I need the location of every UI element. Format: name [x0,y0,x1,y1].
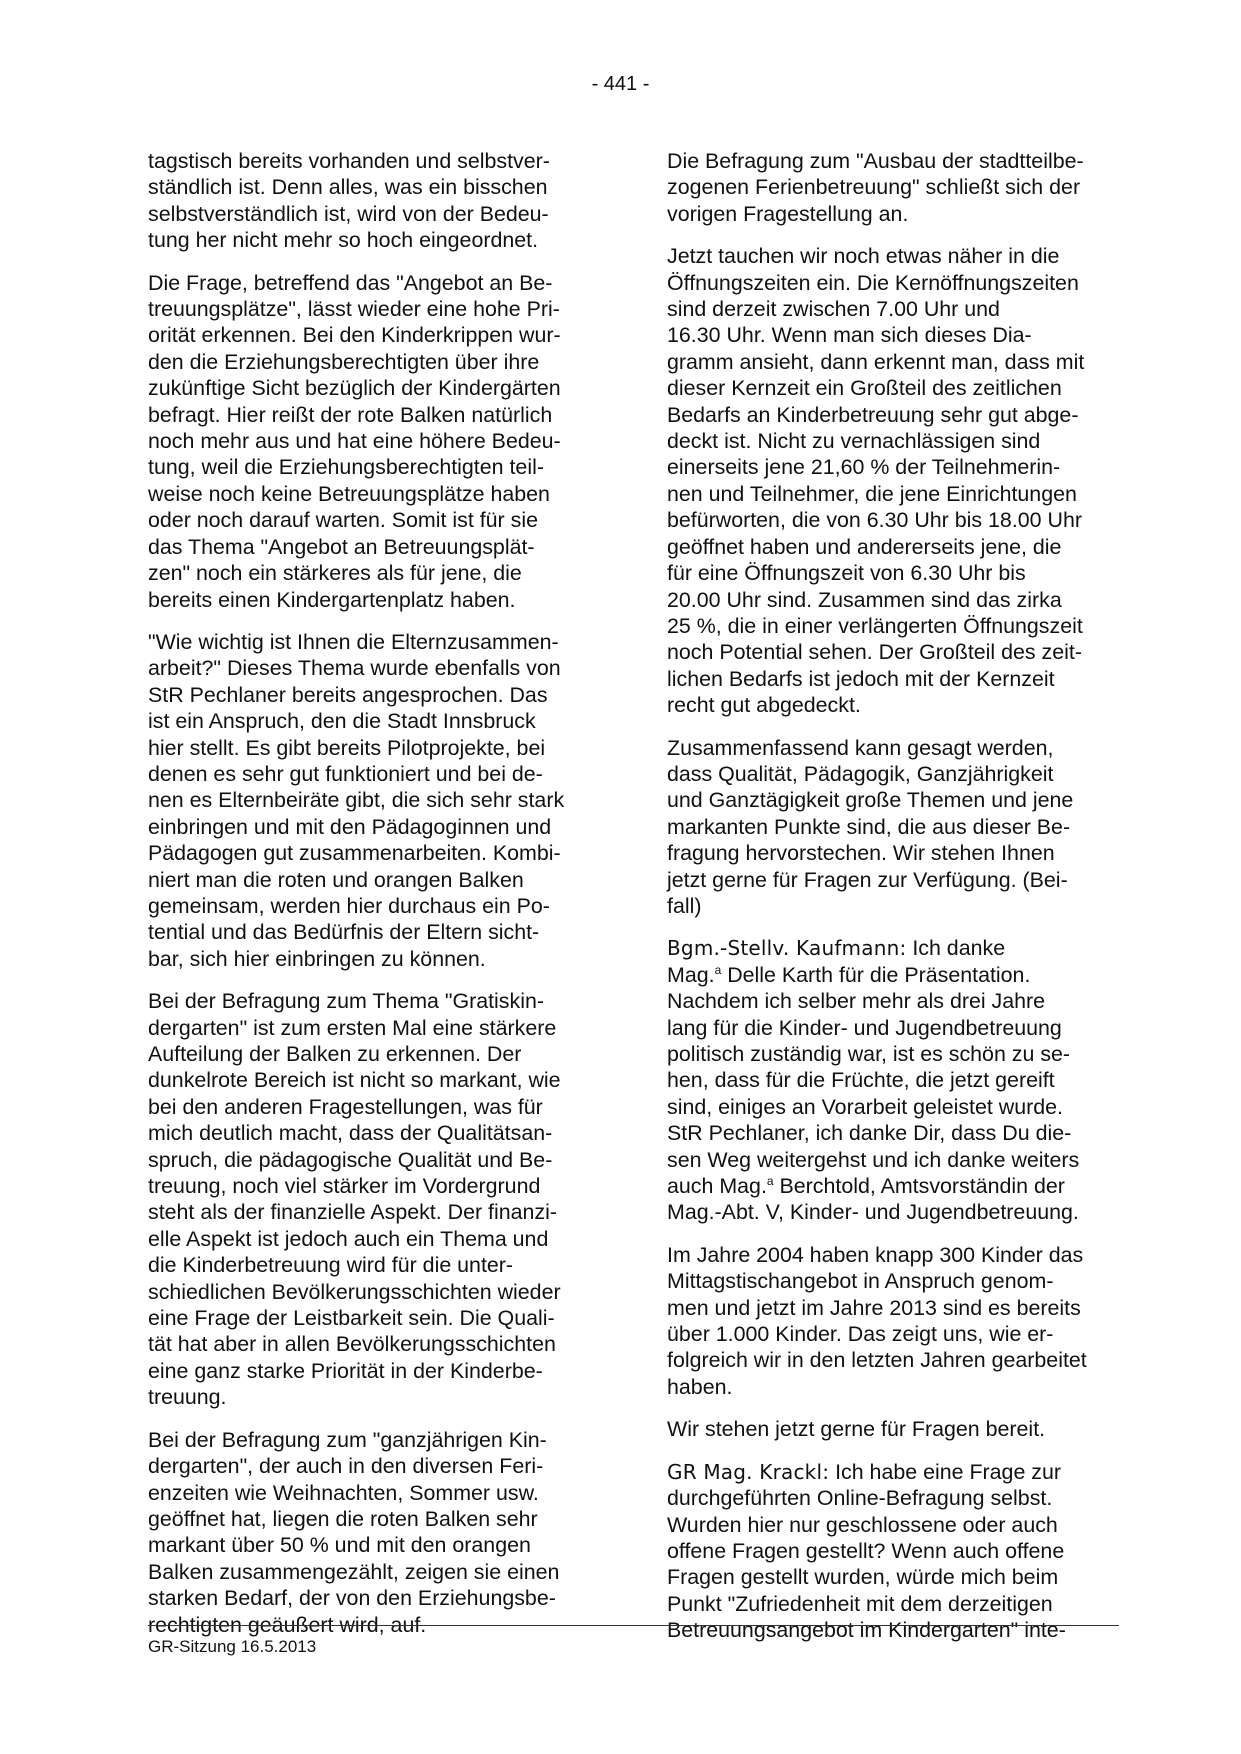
text-line: für eine Öffnungszeit von 6.30 Uhr bis [667,561,1026,586]
text-line: befürworten, die von 6.30 Uhr bis 18.00 Uhr [667,508,1082,533]
text-line: lang für die Kinder- und Jugendbetreuung [667,1015,1062,1040]
text-line: die Kinderbetreuung wird für die unter- [148,1253,514,1278]
text-span: Ich habe eine Frage zur [829,1459,1062,1484]
text-line: 25 %, die in einer verlängerten Öffnungszeit [667,613,1083,638]
text-line: arbeit?" Dieses Thema wurde ebenfalls von [148,656,561,681]
speaker-name: Bgm.-Stellv. Kaufmann: [667,936,907,961]
right-column [667,148,1129,1660]
paragraph [148,1427,610,1638]
text-line: tential und das Bedürfnis der Eltern sicht- [148,920,540,945]
text-line: "Wie wichtig ist Ihnen die Elternzusammen- [148,629,559,654]
paragraph [148,988,610,1411]
text-line: dergarten", der auch in den diversen Feri- [148,1454,544,1479]
text-line: niert man die roten und orangen Balken [148,867,524,892]
paragraph [667,243,1129,718]
text-line: treuung. [148,1385,227,1410]
footer-divider [148,1625,1119,1626]
text-line: fall) [667,893,702,918]
text-line: geöffnet hat, liegen die roten Balken sehr [148,1506,538,1531]
text-span: auch Mag. [667,1174,767,1199]
text-span: Mag. [667,962,715,987]
text-line: befragt. Hier reißt der rote Balken natürlich [148,402,553,427]
text-line: hier stellt. Es gibt bereits Pilotprojekte, bei [148,735,546,760]
text-line: politisch zuständig war, ist es schön zu se- [667,1042,1071,1066]
paragraph [667,1242,1129,1400]
text-line: sen Weg weitergehst und ich danke weiters [667,1147,1080,1172]
text-line: das Thema "Angebot an Betreuungsplät- [148,534,535,559]
text-line: über 1.000 Kinder. Das zeigt uns, wie er- [667,1322,1054,1347]
text-line [667,1459,1129,1485]
text-line: ist ein Anspruch, den die Stadt Innsbruck [148,709,536,734]
text-line: ständlich ist. Denn alles, was ein bisschen [148,175,548,200]
text-line: Aufteilung der Balken zu erkennen. Der [148,1042,522,1066]
text-line: gemeinsam, werden hier durchaus ein Po- [148,893,550,918]
text-line: zukünftige Sicht bezüglich der Kindergärten [148,376,561,401]
superscript: a [766,1174,774,1189]
text-line: treuung, noch viel stärker im Vordergrund [148,1174,541,1199]
paragraph [667,148,1129,227]
text-line: nen und Teilnehmer, die jene Einrichtungen [667,481,1077,506]
text-line [667,1173,1129,1199]
text-line: Zusammenfassend kann gesagt werden, [667,735,1054,760]
text-line: hen, dass für die Früchte, die jetzt gereift [667,1068,1055,1093]
text-span: Ich danke [906,936,1006,961]
text-line: 16.30 Uhr. Wenn man sich dieses Dia- [667,323,1032,348]
text-line: einerseits jene 21,60 % der Teilnehmerin- [667,455,1061,480]
text-line: weise noch keine Betreuungsplätze haben [148,481,550,506]
page-number: - 441 - [591,73,650,95]
text-line: nen es Elternbeiräte gibt, die sich sehr stark [148,788,565,813]
text-line: zen" noch ein stärkeres als für jene, die [148,561,522,586]
text-line: dieser Kernzeit ein Großteil des zeitlichen [667,376,1062,401]
text-line: markanten Punkte sind, die aus dieser Be- [667,814,1071,839]
text-line: StR Pechlaner bereits angesprochen. Das [148,682,548,707]
text-line: Fragen gestellt wurden, würde mich beim [667,1565,1059,1590]
speaker-name: GR Mag. Krackl: [667,1459,830,1484]
text-line: Betreuungsangebot im Kindergarten" inte- [667,1618,1066,1643]
text-line: rechtigten geäußert wird, auf. [148,1612,427,1637]
text-line: folgreich wir in den letzten Jahren gearbeitet [667,1348,1087,1373]
text-line: Mag.-Abt. V, Kinder- und Jugendbetreuung. [667,1200,1079,1225]
text-line: tät hat aber in allen Bevölkerungsschichten [148,1332,556,1357]
text-line: enzeiten wie Weihnachten, Sommer usw. [148,1480,539,1505]
text-line: lichen Bedarfs ist jedoch mit der Kernzeit [667,666,1055,691]
text-line: StR Pechlaner, ich danke Dir, dass Du die- [667,1121,1072,1146]
text-line: dunkelrote Bereich ist nicht so markant, wie [148,1068,561,1093]
text-lines [667,1485,1129,1643]
paragraph [148,270,610,613]
paragraph [148,148,610,254]
text-line: Bei der Befragung zum "ganzjährigen Kin- [148,1427,547,1452]
text-line: oder noch darauf warten. Somit ist für sie [148,508,538,533]
text-line: tung her nicht mehr so hoch eingeordnet. [148,228,539,253]
text-line: Die Befragung zum "Ausbau der stadtteilbe- [667,149,1084,173]
text-line [667,935,1129,961]
paragraph-krackl [667,1459,1129,1644]
text-line: steht als der finanzielle Aspekt. Der finanzi- [148,1200,558,1225]
text-line: dass Qualität, Pädagogik, Ganzjährigkeit [667,761,1054,786]
text-line: Nachdem ich selber mehr als drei Jahre [667,989,1046,1014]
text-line: fragung hervorstechen. Wir stehen Ihnen [667,841,1055,866]
paragraph-kaufmann [667,935,1129,1225]
text-line: eine ganz starke Priorität in der Kinderbe- [148,1358,543,1383]
text-line: Im Jahre 2004 haben knapp 300 Kinder das [667,1242,1084,1267]
text-line: recht gut abgedeckt. [667,693,861,718]
text-line: schiedlichen Bevölkerungsschichten wieder [148,1279,561,1304]
left-column [148,148,610,1654]
text-line: elle Aspekt ist jedoch auch ein Thema und [148,1226,549,1251]
paragraph [667,1416,1129,1442]
text-line: noch mehr aus und hat eine höhere Bedeu- [148,429,561,454]
text-line: 20.00 Uhr sind. Zusammen sind das zirka [667,587,1062,612]
text-line: gramm ansieht, dann erkennt man, dass mit [667,349,1085,374]
text-line: selbstverständlich ist, wird von der Bedeu- [148,201,549,226]
text-line: Balken zusammengezählt, zeigen sie einen [148,1559,560,1584]
text-line: Mittagstischangebot in Anspruch genom- [667,1269,1054,1294]
text-line: haben. [667,1374,733,1399]
text-line: deckt ist. Nicht zu vernachlässigen sind [667,429,1041,454]
text-line: Bei der Befragung zum Thema "Gratiskin- [148,989,544,1014]
text-line: Die Frage, betreffend das "Angebot an Be- [148,270,553,295]
superscript: a [714,962,722,977]
text-line: Punkt "Zufriedenheit mit dem derzeitigen [667,1591,1053,1616]
text-span: Delle Karth für die Präsentation. [721,962,1031,987]
text-line: tung, weil die Erziehungsberechtigten teil- [148,455,544,480]
text-line: vorigen Fragestellung an. [667,201,909,226]
text-line: jetzt gerne für Fragen zur Verfügung. (Bei- [667,867,1068,892]
text-line: treuungsplätze", lässt wieder eine hohe Pri- [148,297,560,322]
text-line: sind, einiges an Vorarbeit geleistet wurde. [667,1094,1063,1119]
text-line: Öffnungszeiten ein. Die Kernöffnungszeiten [667,270,1079,295]
footer-session-label: GR-Sitzung 16.5.2013 [148,1637,317,1656]
text-line: orität erkennen. Bei den Kinderkrippen wur- [148,323,561,348]
text-line: men und jetzt im Jahre 2013 sind es bereits [667,1295,1081,1320]
paragraph [148,629,610,972]
text-line: bereits einen Kindergartenplatz haben. [148,587,516,612]
text-line: Pädagogen gut zusammenarbeiten. Kombi- [148,841,561,866]
text-line: tagstisch bereits vorhanden und selbstver- [148,149,550,173]
text-line: markant über 50 % und mit den orangen [148,1533,531,1558]
text-line: und Ganztägigkeit große Themen und jene [667,788,1074,813]
text-line: sind derzeit zwischen 7.00 Uhr und [667,297,1000,322]
text-line: noch Potential sehen. Der Großteil des zeit- [667,640,1082,665]
text-line: einbringen und mit den Pädagoginnen und [148,814,552,839]
text-line: mich deutlich macht, dass der Qualitätsan- [148,1121,553,1146]
text-line: spruch, die pädagogische Qualität und Be- [148,1147,553,1172]
text-line: bei den anderen Fragestellungen, was für [148,1094,543,1119]
text-line: dergarten" ist zum ersten Mal eine stärkere [148,1015,557,1040]
text-line: denen es sehr gut funktioniert und bei de- [148,761,543,786]
text-line: zogenen Ferienbetreuung" schließt sich der [667,175,1081,200]
text-line: eine Frage der Leistbarkeit sein. Die Quali- [148,1306,555,1331]
text-span: Berchtold, Amtsvorständin der [773,1174,1065,1199]
text-line [667,962,1129,988]
text-line: Bedarfs an Kinderbetreuung sehr gut abge- [667,402,1079,427]
paragraph [667,735,1129,920]
text-line: geöffnet haben und andererseits jene, die [667,534,1062,559]
text-line: offene Fragen gestellt? Wenn auch offene [667,1538,1065,1563]
text-line: Wir stehen jetzt gerne für Fragen bereit. [667,1417,1046,1442]
text-line: Jetzt tauchen wir noch etwas näher in die [667,244,1060,269]
text-line: den die Erziehungsberechtigten über ihre [148,349,540,374]
text-line: durchgeführten Online-Befragung selbst. [667,1486,1053,1511]
text-line: Wurden hier nur geschlossene oder auch [667,1512,1058,1537]
text-line: starken Bedarf, der von den Erziehungsbe- [148,1586,556,1611]
text-lines [667,988,1129,1173]
text-line: bar, sich hier einbringen zu können. [148,946,486,971]
